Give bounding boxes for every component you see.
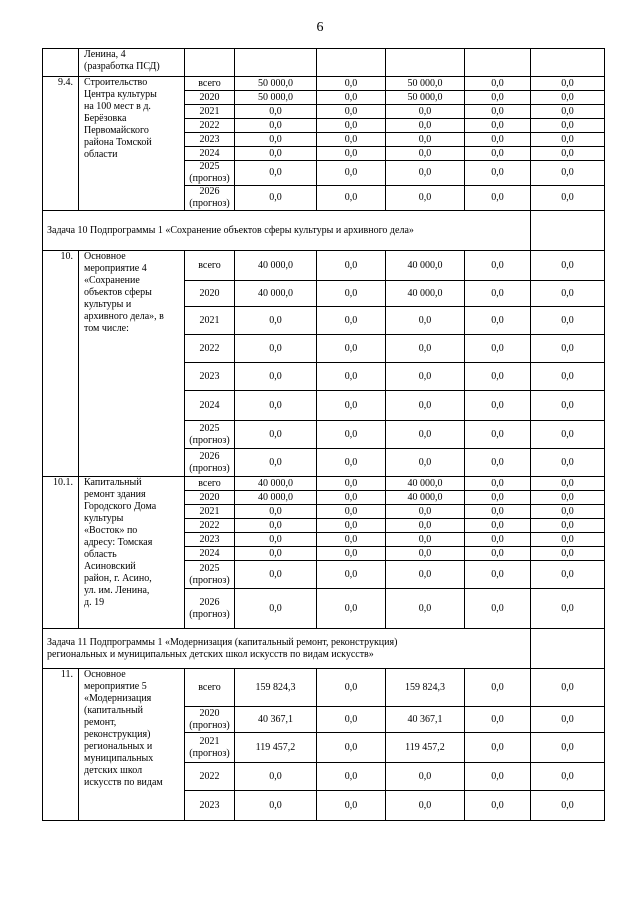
amount-cell: 0,0 (317, 251, 386, 281)
amount-cell: 0,0 (235, 307, 317, 335)
amount-cell: 119 457,2 (235, 733, 317, 763)
period-cell: 2022 (185, 763, 235, 791)
amount-cell: 0,0 (317, 589, 386, 629)
amount-cell: 0,0 (317, 363, 386, 391)
amount-cell: 0,0 (235, 561, 317, 589)
amount-cell: 0,0 (235, 133, 317, 147)
period-cell: 2024 (185, 391, 235, 421)
amount-cell: 0,0 (465, 363, 531, 391)
amount-cell: 0,0 (531, 763, 605, 791)
item-number: 10. (43, 251, 79, 477)
amount-cell: 0,0 (465, 491, 531, 505)
amount-cell: 0,0 (235, 147, 317, 161)
amount-cell: 0,0 (235, 791, 317, 821)
amount-cell: 0,0 (317, 186, 386, 211)
amount-cell (235, 49, 317, 77)
amount-cell: 0,0 (386, 561, 465, 589)
amount-cell: 0,0 (465, 733, 531, 763)
item-number: 9.4. (43, 77, 79, 211)
period-cell: 2020 (185, 281, 235, 307)
amount-cell: 40 000,0 (386, 251, 465, 281)
period-cell: 2024 (185, 147, 235, 161)
amount-cell: 0,0 (531, 91, 605, 105)
amount-cell: 0,0 (465, 186, 531, 211)
amount-cell: 0,0 (235, 505, 317, 519)
amount-cell: 0,0 (386, 547, 465, 561)
amount-cell: 0,0 (317, 533, 386, 547)
amount-cell: 0,0 (531, 77, 605, 91)
period-cell: 2021 (прогноз) (185, 733, 235, 763)
amount-cell: 0,0 (465, 589, 531, 629)
amount-cell: 40 000,0 (386, 491, 465, 505)
amount-cell: 0,0 (465, 161, 531, 186)
amount-cell: 0,0 (386, 133, 465, 147)
period-cell (185, 49, 235, 77)
amount-cell: 0,0 (531, 133, 605, 147)
amount-cell: 0,0 (465, 707, 531, 733)
amount-cell: 119 457,2 (386, 733, 465, 763)
amount-cell: 0,0 (465, 669, 531, 707)
amount-cell: 0,0 (317, 707, 386, 733)
amount-cell: 50 000,0 (386, 77, 465, 91)
amount-cell (465, 49, 531, 77)
amount-cell: 40 367,1 (386, 707, 465, 733)
amount-cell: 0,0 (531, 547, 605, 561)
amount-cell: 0,0 (465, 281, 531, 307)
amount-cell: 50 000,0 (386, 91, 465, 105)
amount-cell: 0,0 (465, 91, 531, 105)
amount-cell: 0,0 (465, 449, 531, 477)
period-cell: 2026 (прогноз) (185, 186, 235, 211)
amount-cell: 0,0 (531, 505, 605, 519)
amount-cell: 0,0 (531, 363, 605, 391)
amount-cell: 0,0 (386, 791, 465, 821)
amount-cell: 0,0 (531, 733, 605, 763)
amount-cell: 0,0 (386, 186, 465, 211)
amount-cell: 0,0 (386, 589, 465, 629)
period-cell: 2026 (прогноз) (185, 589, 235, 629)
amount-cell: 0,0 (235, 391, 317, 421)
amount-cell: 0,0 (317, 147, 386, 161)
period-cell: 2021 (185, 505, 235, 519)
amount-cell: 0,0 (235, 533, 317, 547)
amount-cell: 0,0 (386, 161, 465, 186)
amount-cell: 0,0 (386, 391, 465, 421)
amount-cell: 0,0 (531, 251, 605, 281)
amount-cell: 0,0 (465, 119, 531, 133)
amount-cell: 0,0 (531, 589, 605, 629)
amount-cell: 0,0 (317, 161, 386, 186)
amount-cell: 0,0 (386, 421, 465, 449)
amount-cell: 0,0 (531, 147, 605, 161)
amount-cell: 0,0 (317, 491, 386, 505)
task-title: Задача 10 Подпрограммы 1 «Сохранение объектов сферы культуры и архивного дела» (43, 211, 531, 251)
table-row (43, 669, 605, 707)
amount-cell: 0,0 (465, 791, 531, 821)
period-cell: 2020 (185, 491, 235, 505)
period-cell: всего (185, 477, 235, 491)
amount-cell: 0,0 (386, 533, 465, 547)
amount-cell: 0,0 (465, 307, 531, 335)
task-empty-cell (531, 629, 605, 669)
amount-cell: 0,0 (465, 251, 531, 281)
amount-cell: 0,0 (317, 449, 386, 477)
amount-cell: 0,0 (465, 763, 531, 791)
amount-cell: 0,0 (235, 449, 317, 477)
amount-cell: 0,0 (235, 186, 317, 211)
amount-cell: 0,0 (386, 505, 465, 519)
amount-cell: 40 000,0 (386, 477, 465, 491)
amount-cell: 0,0 (317, 77, 386, 91)
amount-cell: 0,0 (531, 391, 605, 421)
period-cell: 2025 (прогноз) (185, 421, 235, 449)
amount-cell: 0,0 (317, 335, 386, 363)
amount-cell: 0,0 (531, 105, 605, 119)
amount-cell: 0,0 (235, 363, 317, 391)
amount-cell: 40 367,1 (235, 707, 317, 733)
amount-cell: 0,0 (531, 533, 605, 547)
amount-cell: 0,0 (386, 307, 465, 335)
item-name: Основное мероприятие 4 «Сохранение объектов сферы культуры и архивного дела», в том числе: (79, 251, 185, 477)
amount-cell: 0,0 (386, 147, 465, 161)
item-name: Ленина, 4 (разработка ПСД) (79, 49, 185, 77)
period-cell: 2024 (185, 547, 235, 561)
period-cell: 2021 (185, 105, 235, 119)
amount-cell: 0,0 (465, 335, 531, 363)
amount-cell: 40 000,0 (235, 491, 317, 505)
amount-cell: 0,0 (465, 105, 531, 119)
amount-cell: 0,0 (531, 161, 605, 186)
period-cell: 2020 (185, 91, 235, 105)
amount-cell: 0,0 (317, 91, 386, 105)
amount-cell: 0,0 (317, 763, 386, 791)
amount-cell: 0,0 (531, 519, 605, 533)
period-cell: 2023 (185, 791, 235, 821)
amount-cell: 0,0 (235, 105, 317, 119)
amount-cell: 0,0 (531, 307, 605, 335)
amount-cell: 0,0 (317, 505, 386, 519)
period-cell: 2025 (прогноз) (185, 561, 235, 589)
amount-cell: 0,0 (531, 669, 605, 707)
amount-cell: 0,0 (465, 421, 531, 449)
table-row (43, 49, 605, 77)
amount-cell: 0,0 (317, 477, 386, 491)
item-name: Капитальный ремонт здания Городского Дома культуры «Восток» по адресу: Томская область Асиновский район, г. Асино, ул. им. Ленина, д. 19 (79, 477, 185, 629)
amount-cell: 0,0 (386, 763, 465, 791)
period-cell: 2020 (прогноз) (185, 707, 235, 733)
period-cell: 2022 (185, 119, 235, 133)
amount-cell: 0,0 (386, 119, 465, 133)
amount-cell: 0,0 (465, 77, 531, 91)
period-cell: 2023 (185, 363, 235, 391)
amount-cell: 0,0 (465, 533, 531, 547)
period-cell: всего (185, 77, 235, 91)
amount-cell: 0,0 (465, 547, 531, 561)
amount-cell: 0,0 (317, 281, 386, 307)
amount-cell: 0,0 (465, 133, 531, 147)
table-row (43, 251, 605, 281)
amount-cell: 0,0 (317, 421, 386, 449)
amount-cell: 0,0 (317, 391, 386, 421)
period-cell: 2021 (185, 307, 235, 335)
item-number: 11. (43, 669, 79, 821)
amount-cell: 0,0 (317, 133, 386, 147)
amount-cell: 0,0 (317, 307, 386, 335)
period-cell: 2023 (185, 133, 235, 147)
amount-cell: 0,0 (531, 449, 605, 477)
amount-cell: 0,0 (531, 335, 605, 363)
amount-cell: 40 000,0 (235, 477, 317, 491)
amount-cell: 159 824,3 (235, 669, 317, 707)
item-number (43, 49, 79, 77)
amount-cell: 0,0 (531, 491, 605, 505)
amount-cell: 0,0 (531, 791, 605, 821)
period-cell: 2025 (прогноз) (185, 161, 235, 186)
amount-cell: 0,0 (317, 669, 386, 707)
period-cell: всего (185, 669, 235, 707)
amount-cell (317, 49, 386, 77)
period-cell: 2022 (185, 519, 235, 533)
task-title: Задача 11 Подпрограммы 1 «Модернизация (капитальный ремонт, реконструкция) региональных и муниципальных детских школ искусств по видам искусств» (43, 629, 531, 669)
amount-cell: 50 000,0 (235, 91, 317, 105)
amount-cell: 0,0 (386, 519, 465, 533)
amount-cell: 0,0 (531, 561, 605, 589)
amount-cell: 0,0 (531, 421, 605, 449)
amount-cell: 0,0 (235, 161, 317, 186)
amount-cell: 0,0 (386, 363, 465, 391)
amount-cell: 0,0 (235, 335, 317, 363)
task-header-row (43, 211, 605, 251)
amount-cell: 0,0 (465, 505, 531, 519)
amount-cell: 0,0 (465, 147, 531, 161)
amount-cell: 0,0 (317, 105, 386, 119)
amount-cell: 40 000,0 (235, 281, 317, 307)
period-cell: 2022 (185, 335, 235, 363)
item-number: 10.1. (43, 477, 79, 629)
amount-cell: 0,0 (317, 547, 386, 561)
amount-cell: 0,0 (317, 119, 386, 133)
amount-cell: 0,0 (465, 477, 531, 491)
amount-cell: 0,0 (465, 561, 531, 589)
period-cell: всего (185, 251, 235, 281)
amount-cell: 40 000,0 (235, 251, 317, 281)
amount-cell: 40 000,0 (386, 281, 465, 307)
amount-cell: 0,0 (531, 707, 605, 733)
period-cell: 2026 (прогноз) (185, 449, 235, 477)
amount-cell: 0,0 (386, 449, 465, 477)
amount-cell: 0,0 (235, 519, 317, 533)
amount-cell: 0,0 (465, 519, 531, 533)
amount-cell (386, 49, 465, 77)
amount-cell: 0,0 (235, 119, 317, 133)
table-row (43, 477, 605, 491)
page-number: 6 (316, 20, 324, 35)
item-name: Основное мероприятие 5 «Модернизация (капитальный ремонт, реконструкция) региональных и муниципальных детских школ искусств по видам (79, 669, 185, 821)
task-empty-cell (531, 211, 605, 251)
amount-cell: 0,0 (531, 281, 605, 307)
amount-cell: 0,0 (317, 561, 386, 589)
amount-cell: 0,0 (317, 733, 386, 763)
amount-cell: 0,0 (317, 519, 386, 533)
budget-table (42, 48, 605, 821)
amount-cell: 0,0 (386, 335, 465, 363)
amount-cell: 0,0 (235, 589, 317, 629)
period-cell: 2023 (185, 533, 235, 547)
item-name: Строительство Центра культуры на 100 мест в д. Берёзовка Первомайского района Томской области (79, 77, 185, 211)
task-header-row (43, 629, 605, 669)
amount-cell: 0,0 (386, 105, 465, 119)
amount-cell (531, 49, 605, 77)
amount-cell: 0,0 (317, 791, 386, 821)
amount-cell: 0,0 (531, 477, 605, 491)
amount-cell: 0,0 (235, 547, 317, 561)
amount-cell: 0,0 (235, 763, 317, 791)
amount-cell: 0,0 (465, 391, 531, 421)
table-row (43, 77, 605, 91)
amount-cell: 0,0 (531, 186, 605, 211)
amount-cell: 159 824,3 (386, 669, 465, 707)
amount-cell: 0,0 (235, 421, 317, 449)
amount-cell: 50 000,0 (235, 77, 317, 91)
amount-cell: 0,0 (531, 119, 605, 133)
